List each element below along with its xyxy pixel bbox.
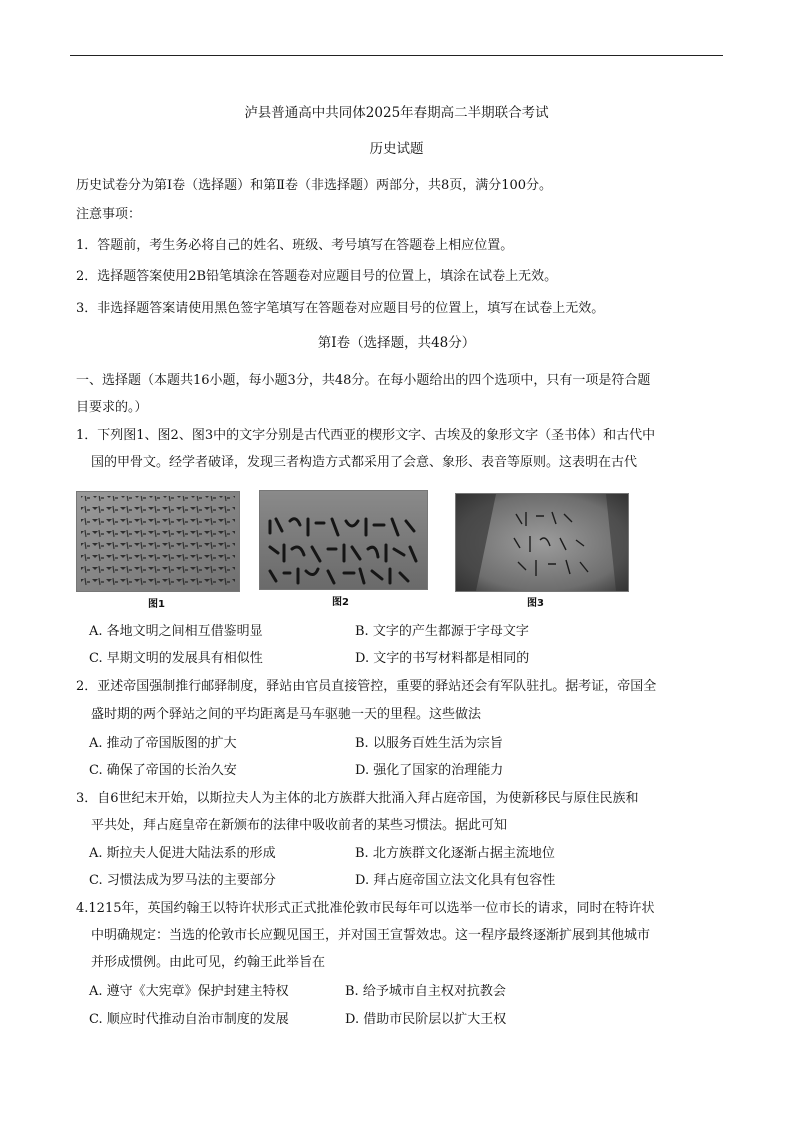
top-rule — [70, 55, 723, 56]
q3-stem-line-2: 平共处，拜占庭皇帝在新颁布的法律中吸收前者的某些习惯法。据此可知 — [91, 818, 508, 833]
q4-option-b: B. 给予城市自主权对抗教会 — [345, 984, 506, 999]
q2-option-b: B. 以服务百姓生活为宗旨 — [355, 736, 503, 751]
notice-item-2: 2．选择题答案使用2B铅笔填涂在答题卷对应题目号的位置上，填涂在试卷上无效。 — [76, 269, 558, 284]
q4-stem-line-1: 4.1215年，英国约翰王以特许状形式正式批准伦敦市民每年可以选举一位市长的请求，同时在特许状 — [76, 901, 655, 916]
notice-item-1: 1．答题前，考生务必将自己的姓名、班级、考号填写在答题卷上相应位置。 — [76, 238, 514, 253]
q2-stem-line-1: 2．亚述帝国强制推行邮驿制度，驿站由官员直接管控，重要的驿站还会有军队驻扎。据考证，帝国全 — [76, 679, 657, 694]
q4-option-d: D. 借助市民阶层以扩大王权 — [345, 1012, 507, 1027]
q3-option-c: C. 习惯法成为罗马法的主要部分 — [89, 873, 276, 888]
q2-option-c: C. 确保了帝国的长治久安 — [89, 763, 237, 778]
q3-option-b: B. 北方族群文化逐渐占据主流地位 — [355, 846, 555, 861]
q4-option-c: C. 顺应时代推动自治市制度的发展 — [89, 1012, 289, 1027]
q2-stem-line-2: 盛时期的两个驿站之间的平均距离是马车驱驰一天的里程。这些做法 — [91, 707, 482, 722]
figure-1-cuneiform-image — [76, 491, 240, 592]
notice-item-3: 3．非选择题答案请使用黑色签字笔填写在答题卷对应题目号的位置上，填写在试卷上无效。 — [76, 301, 605, 316]
figure-3-caption: 图3 — [527, 598, 544, 609]
q4-stem-line-2: 中明确规定：当选的伦敦市长应觐见国王，并对国王宣誓效忠。这一程序最终逐渐扩展到其他城市 — [91, 928, 651, 943]
figure-2-caption: 图2 — [332, 597, 349, 608]
q3-stem-line-1: 3．自6世纪末开始，以斯拉夫人为主体的北方族群大批涌入拜占庭帝国，为使新移民与原住民族和 — [76, 791, 639, 806]
section-title: 第Ⅰ卷（选择题，共48分） — [317, 335, 476, 351]
q2-option-d: D. 强化了国家的治理能力 — [355, 763, 504, 778]
exam-intro: 历史试卷分为第Ⅰ卷（选择题）和第Ⅱ卷（非选择题）两部分，共8页，满分100分。 — [76, 178, 553, 193]
q1-stem-line-1: 1．下列图1、图2、图3中的文字分别是古代西亚的楔形文字、古埃及的象形文字（圣书体）和古代中 — [76, 428, 656, 443]
part-intro-line-2: 目要求的。） — [76, 400, 148, 415]
subject-title: 历史试题 — [369, 141, 424, 157]
figure-1-caption: 图1 — [148, 599, 165, 610]
q1-stem-line-2: 国的甲骨文。经学者破译，发现三者构造方式都采用了会意、象形、表音等原则。这表明在古代 — [91, 455, 638, 470]
q3-option-d: D. 拜占庭帝国立法文化具有包容性 — [355, 873, 556, 888]
exam-title: 泸县普通高中共同体2025年春期高二半期联合考试 — [244, 105, 549, 121]
q1-option-d: D. 文字的书写材料都是相同的 — [355, 651, 530, 666]
q1-option-a: A. 各地文明之间相互借鉴明显 — [89, 624, 263, 639]
part-intro-line-1: 一、选择题（本题共16小题，每小题3分，共48分。在每小题给出的四个选项中，只有一项是符合题 — [76, 373, 651, 388]
q4-option-a: A. 遵守《大宪章》保护封建主特权 — [89, 984, 289, 999]
q4-stem-line-3: 并形成惯例。由此可见，约翰王此举旨在 — [91, 955, 326, 970]
q1-option-c: C. 早期文明的发展具有相似性 — [89, 651, 263, 666]
notice-heading: 注意事项： — [76, 207, 142, 222]
q1-option-b: B. 文字的产生都源于字母文字 — [355, 624, 529, 639]
figure-3-oracle-bone-image — [455, 493, 629, 592]
figure-2-hieroglyph-image — [259, 490, 428, 590]
q3-option-a: A. 斯拉夫人促进大陆法系的形成 — [89, 846, 276, 861]
q2-option-a: A. 推动了帝国版图的扩大 — [89, 736, 237, 751]
